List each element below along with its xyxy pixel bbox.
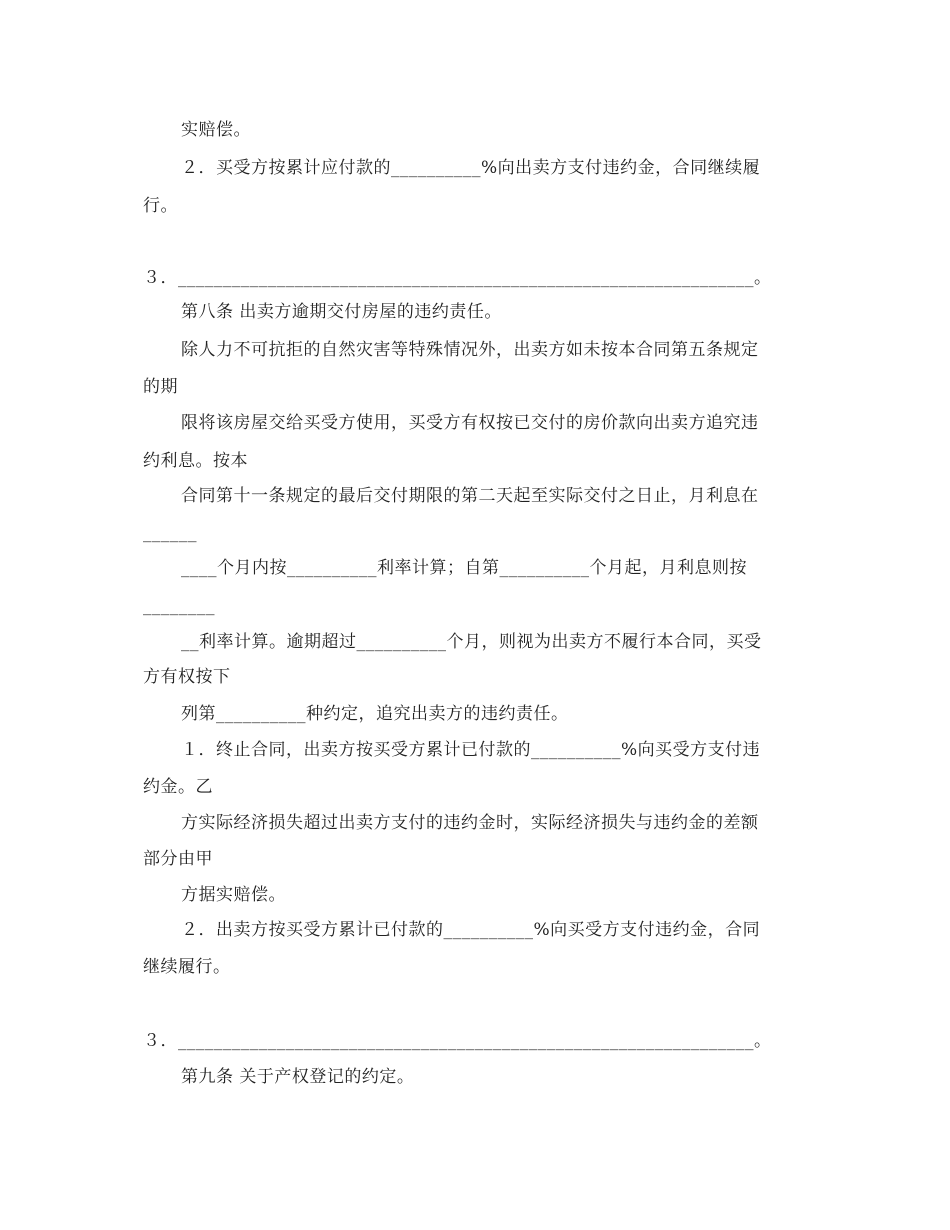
text-line: 方实际经济损失超过出卖方支付的违约金时，实际经济损失与违约金的差额 [181,813,759,833]
text-line: 实赔偿。 [181,120,251,140]
text-line: 约利息。按本 [143,451,248,471]
text-line: ____个月内按__________利率计算；自第__________个月起，月利息则按 [181,558,747,578]
article-heading: 第九条 关于产权登记的约定。 [181,1067,415,1087]
text-line: 行。 [143,196,178,216]
text-line: 方有权按下 [143,667,231,687]
text-line: 限将该房屋交给买受方使用，买受方有权按已交付的房价款向出卖方追究违 [181,413,759,433]
text-line: ３．________________________________________________________________。 [143,268,772,288]
text-line: ________ [143,596,215,616]
text-line: ２．出卖方按买受方累计已付款的__________%向买受方支付违约金，合同 [181,920,761,940]
text-line: 部分由甲 [143,849,213,869]
text-line: 的期 [143,377,178,397]
text-line: 除人力不可抗拒的自然灾害等特殊情况外，出卖方如未按本合同第五条规定 [181,340,759,360]
text-line: __利率计算。逾期超过__________个月，则视为出卖方不履行本合同，买受 [181,632,762,652]
text-line: ______ [143,523,197,543]
text-line: 约金。乙 [143,777,213,797]
text-line: ３．________________________________________________________________。 [143,1031,772,1051]
text-line: ２．买受方按累计应付款的__________%向出卖方支付违约金，合同继续履 [181,158,761,178]
text-line: 继续履行。 [143,957,231,977]
text-line: 方据实赔偿。 [181,885,286,905]
article-heading: 第八条 出卖方逾期交付房屋的违约责任。 [181,302,502,322]
text-line: 合同第十一条规定的最后交付期限的第二天起至实际交付之日止，月利息在 [181,486,759,506]
text-line: 列第__________种约定，追究出卖方的违约责任。 [181,704,569,724]
text-line: １．终止合同，出卖方按买受方累计已付款的__________%向买受方支付违 [181,740,761,760]
